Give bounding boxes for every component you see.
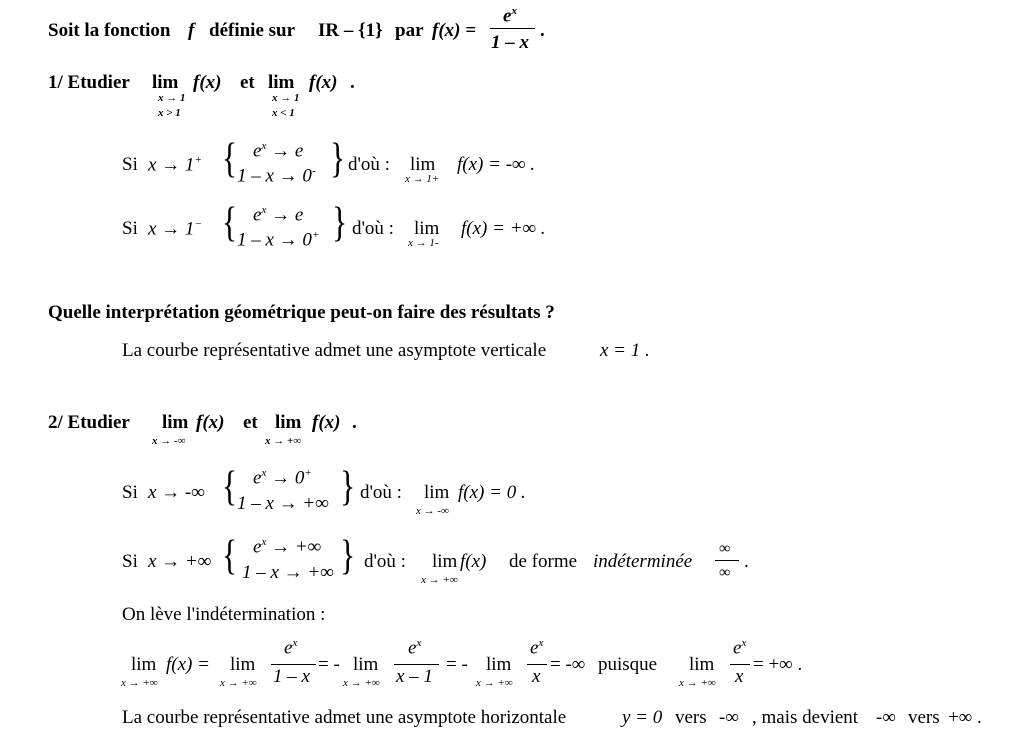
case4-bottom: 1 – x → +∞ [242,562,334,583]
q2-fx-a: f(x) [196,412,225,433]
case1-lim-sub: x → 1+ [405,173,440,185]
case1-lim: lim [410,154,436,175]
chain-num-3: $e^x$ [530,637,544,659]
case1-result: f(x) = -∞ . [457,154,536,175]
case4-inf-den: ∞ [719,564,731,581]
chain-fraction-bar-2 [394,664,439,665]
chain-sub-4: x → +∞ [476,677,513,689]
intro-text-1: Soit la fonction [48,20,171,41]
chain-fx: f(x) = [166,654,210,675]
q2-and: et [243,412,258,433]
chain-num-2: $e^x$ [408,637,422,659]
case1-var: x → 1+ [148,154,202,176]
case4-inf-num: ∞ [719,540,731,557]
q1-fx-b: f(x) [309,72,338,93]
intro-fx: f(x) = [432,20,477,41]
case2-right-brace: } [332,200,348,246]
case3-si: Si [122,482,138,503]
case1-donc: d'où : [348,154,390,175]
q2-sub-a: x → -∞ [152,435,186,447]
case1-si: Si [122,154,138,175]
case4-right-brace: } [340,533,356,579]
case3-bottom: 1 – x → +∞ [237,493,329,514]
case4-lim: lim [432,551,458,572]
case4-indet: indéterminée [593,551,693,572]
q1-sub-b1: x → 1 [272,92,300,104]
case2-result: f(x) = +∞ . [461,218,546,239]
case4-si: Si [122,551,138,572]
q1-lim-b: lim [268,72,295,93]
case1-top: $e^x \to e$ [253,140,304,162]
case3-lim-sub: x → -∞ [416,505,449,517]
chain-num-4: $e^x$ [733,637,747,659]
conclusion-text-2: vers [675,707,707,728]
chain-lim-5: lim [689,654,715,675]
case4-end: . [744,551,749,572]
case4-form: de forme [509,551,578,572]
case1-right-brace: } [330,136,346,182]
case2-lim-sub: x → 1- [408,237,439,249]
case4-donc: d'où : [364,551,406,572]
intro-domain: IR – {1} [318,20,383,41]
q2-sub-b: x → +∞ [265,435,302,447]
case3-left-brace: { [222,464,238,510]
case3-right-brace: } [340,464,356,510]
chain-puisque: puisque [598,654,658,675]
q1-sub-b2: x < 1 [272,107,295,119]
chain-sub-5: x → +∞ [679,677,716,689]
case3-lim: lim [424,482,450,503]
intro-fraction-bar [490,28,535,29]
q1-sub-a2: x > 1 [158,107,181,119]
intro-den: 1 – x [491,32,529,53]
intro-text-2: définie sur [209,20,296,41]
conclusion-text-1: La courbe représentative admet une asymptote horizontale [122,707,567,728]
case2-top: $e^x \to e$ [253,204,304,226]
chain-sub-1: x → +∞ [121,677,158,689]
q2-lim-a: lim [162,412,189,433]
case2-donc: d'où : [352,218,394,239]
q1-end: . [350,72,355,93]
chain-den-2: x – 1 [396,666,433,687]
case4-result: f(x) [460,551,487,572]
chain-result-2: = +∞ . [753,654,803,675]
intro-end: . [540,20,545,41]
chain-fraction-bar-3 [527,664,547,665]
q2-lim-b: lim [275,412,302,433]
q2-fx-b: f(x) [312,412,341,433]
case2-si: Si [122,218,138,239]
intro-f: f [188,20,195,41]
conclusion-math-1: y = 0 [622,707,663,728]
q1-fx-a: f(x) [193,72,222,93]
case3-donc: d'où : [360,482,402,503]
chain-eq-minus-1: = - [318,654,340,675]
chain-den-3: x [532,666,541,687]
chain-result-1: = -∞ [550,654,586,675]
case4-top: $e^x$ → +∞ [253,536,322,558]
chain-num-1: $e^x$ [284,637,298,659]
chain-sub-3: x → +∞ [343,677,380,689]
conclusion-val-3: +∞ . [948,707,982,728]
q2-label: 2/ Etudier [48,412,130,433]
case4-left-brace: { [222,533,238,579]
lift-text: On lève l'indétermination : [122,604,326,625]
case3-result: f(x) = 0 . [458,482,526,503]
case4-lim-sub: x → +∞ [421,574,458,586]
q1-and: et [240,72,255,93]
case2-var: x → 1− [148,218,202,240]
chain-sub-2: x → +∞ [220,677,257,689]
interp-answer-math: x = 1 . [600,340,650,361]
chain-den-4: x [735,666,744,687]
chain-fraction-bar-1 [271,664,316,665]
case2-left-brace: { [222,200,238,246]
q1-sub-a1: x → 1 [158,92,186,104]
case4-var: x → +∞ [148,551,212,572]
chain-lim-2: lim [230,654,256,675]
case4-fraction-bar [715,560,739,561]
interp-question: Quelle interprétation géométrique peut-on faire des résultats ? [48,302,555,323]
case3-top: $e^x \to 0^+$ [253,467,312,489]
q1-lim-a: lim [152,72,179,93]
intro-text-3: par [395,20,424,41]
case1-left-brace: { [222,136,238,182]
case1-bottom: 1 – x → 0- [237,165,316,187]
chain-lim-4: lim [486,654,512,675]
q2-end: . [352,412,357,433]
conclusion-text-3: , mais devient [752,707,859,728]
q1-label: 1/ Etudier [48,72,130,93]
intro-num: $e^x$ [503,5,517,27]
chain-lim-1: lim [131,654,157,675]
interp-answer: La courbe représentative admet une asymptote verticale [122,340,547,361]
conclusion-val-2: -∞ [876,707,896,728]
conclusion-text-4: vers [908,707,940,728]
chain-eq-minus-2: = - [446,654,468,675]
case2-lim: lim [414,218,440,239]
conclusion-val-1: -∞ [719,707,739,728]
chain-den-1: 1 – x [273,666,310,687]
chain-fraction-bar-4 [730,664,750,665]
chain-lim-3: lim [353,654,379,675]
case2-bottom: 1 – x → 0+ [237,229,320,251]
case3-var: x → -∞ [148,482,205,503]
